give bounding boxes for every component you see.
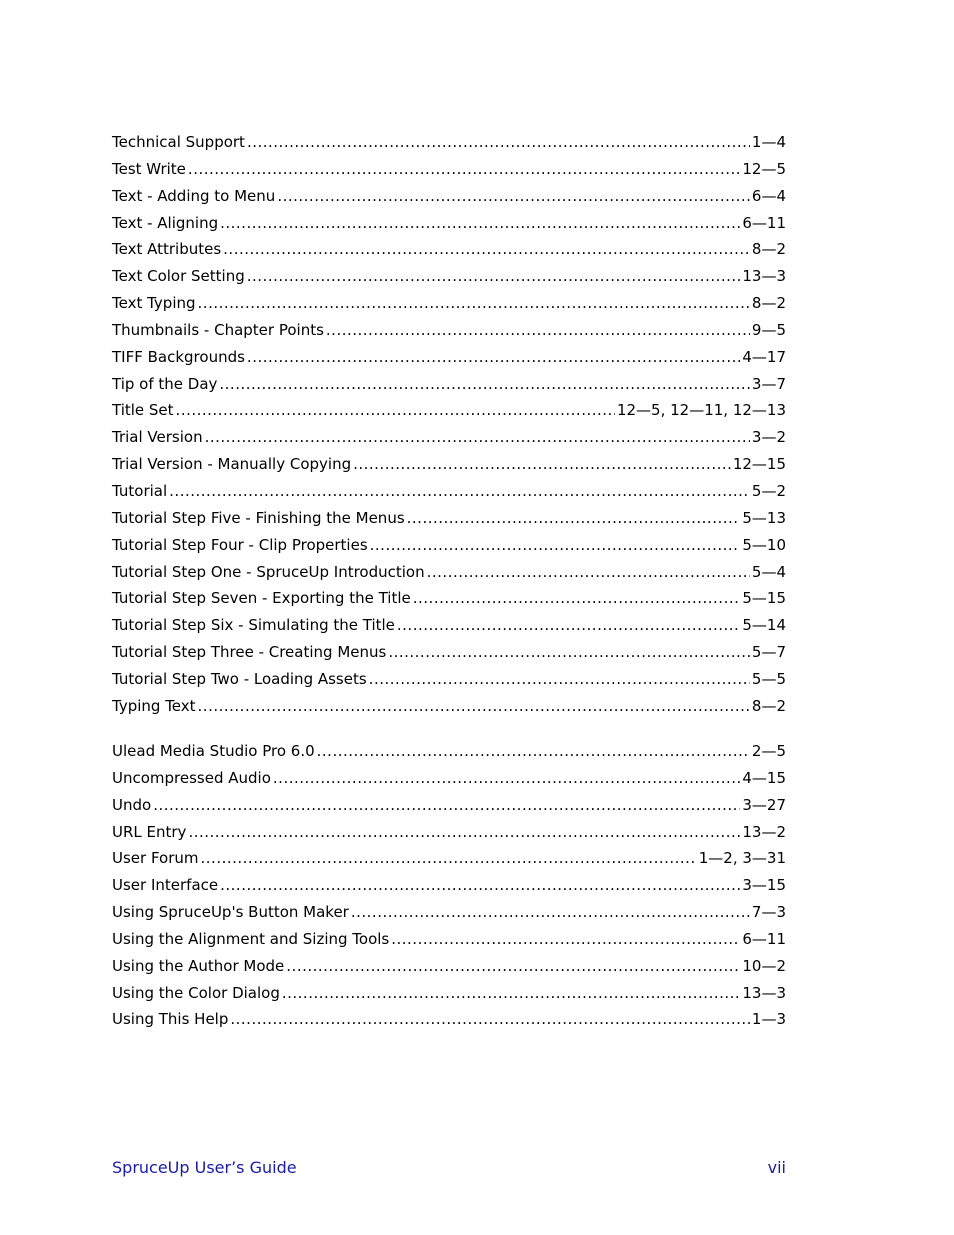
dot-leader: [205, 424, 750, 451]
index-entry: [112, 899, 786, 926]
index-entry: [112, 424, 786, 451]
index-term: Tutorial Step Five - Finishing the Menus: [112, 508, 405, 527]
dot-leader: [198, 290, 750, 317]
dot-leader: [223, 236, 750, 263]
index-term: TIFF Backgrounds: [112, 347, 245, 366]
dot-leader: [201, 845, 697, 872]
index-entry: [112, 344, 786, 371]
index-page-ref: 7—3: [751, 903, 786, 922]
index-term: Tutorial Step Four - Clip Properties: [112, 535, 368, 554]
index-entry: [112, 156, 786, 183]
dot-leader: [369, 666, 750, 693]
index-term: Trial Version - Manually Copying: [112, 455, 352, 474]
index-entry: [112, 397, 786, 424]
index-page-ref: 3—15: [742, 876, 786, 895]
index-page-ref: 2—5: [751, 742, 786, 760]
index-entry: [112, 129, 786, 156]
index-term: Tutorial Step Three - Creating Menus: [112, 643, 387, 662]
dot-leader: [198, 693, 750, 720]
index-term: Title Set: [112, 401, 174, 420]
index-entry: [112, 666, 786, 693]
index-page-ref: 1—4: [751, 133, 786, 151]
dot-leader: [188, 819, 740, 846]
index-term: Tutorial Step Six - Simulating the Title: [112, 616, 395, 635]
index-entry: [112, 451, 786, 478]
index-entry: [112, 845, 786, 872]
index-entry: [112, 1006, 786, 1033]
dot-leader: [273, 765, 740, 792]
index-entry: [112, 819, 786, 846]
index-page-ref: 5—15: [742, 589, 786, 608]
dot-leader: [247, 129, 750, 156]
dot-leader: [407, 505, 741, 532]
dot-leader: [427, 559, 750, 586]
index-term: Text Attributes: [112, 240, 222, 259]
index-page-ref: 4—17: [742, 347, 786, 366]
index-entry: [112, 693, 786, 720]
dot-leader: [413, 585, 741, 612]
index-page-ref: 10—2: [742, 956, 786, 975]
index-entry: [112, 210, 786, 237]
index-group-t: [112, 129, 786, 720]
index-entry: [112, 612, 786, 639]
dot-leader: [397, 612, 740, 639]
index-term: Text - Adding to Menu: [112, 186, 276, 205]
index-term: Trial Version: [112, 428, 203, 447]
dot-leader: [247, 344, 740, 371]
index-term: Using the Alignment and Sizing Tools: [112, 929, 390, 948]
dot-leader: [388, 639, 750, 666]
index-page-ref: 5—2: [751, 481, 786, 500]
index-entry: [112, 505, 786, 532]
dot-leader: [282, 980, 741, 1007]
index-page-ref: 6—11: [742, 213, 786, 232]
index-page-ref: 3—2: [751, 428, 786, 447]
index-term: Technical Support: [112, 133, 245, 151]
index-page-ref: 6—11: [742, 929, 786, 948]
dot-leader: [220, 210, 740, 237]
index-page-ref: 1—3: [751, 1010, 786, 1029]
index-page-ref: 5—10: [742, 535, 786, 554]
index-term: Using This Help: [112, 1010, 229, 1029]
dot-leader: [219, 371, 750, 398]
footer-page-number: vii: [767, 1158, 786, 1177]
index-page-ref: 6—4: [751, 186, 786, 205]
index-entry: [112, 371, 786, 398]
dot-leader: [391, 926, 740, 953]
index-page-ref: 12—5: [742, 159, 786, 178]
page-footer: [112, 1158, 786, 1177]
index-entry: [112, 559, 786, 586]
index-term: Tutorial: [112, 481, 168, 500]
index-page-ref: 8—2: [751, 240, 786, 259]
dot-leader: [370, 532, 741, 559]
index-term: Tip of the Day: [112, 374, 218, 393]
index-entry: [112, 953, 786, 980]
index-entry: [112, 183, 786, 210]
index-group-u: [112, 738, 786, 1033]
index-entry: [112, 290, 786, 317]
index-page-ref: 13—3: [742, 983, 786, 1002]
dot-leader: [153, 792, 740, 819]
index-term: Thumbnails - Chapter Points: [112, 320, 324, 339]
index-entry: [112, 980, 786, 1007]
index-term: Using the Color Dialog: [112, 983, 280, 1002]
index-entry: [112, 792, 786, 819]
index-term: Tutorial Step Two - Loading Assets: [112, 669, 367, 688]
index-page-ref: 4—15: [742, 768, 786, 787]
index-page-ref: 5—14: [742, 616, 786, 635]
index-entry: [112, 478, 786, 505]
dot-leader: [277, 183, 750, 210]
index-page-ref: 8—2: [751, 696, 786, 715]
index-entry: [112, 532, 786, 559]
dot-leader: [230, 1006, 750, 1033]
index-entry: [112, 872, 786, 899]
index-page-ref: 3—7: [751, 374, 786, 393]
index-page-ref: 5—7: [751, 643, 786, 662]
index-entry: [112, 926, 786, 953]
footer-title: SpruceUp User’s Guide: [112, 1158, 297, 1177]
index-entry: [112, 639, 786, 666]
index-term: Text Typing: [112, 294, 196, 313]
index-page-ref: 3—27: [742, 795, 786, 814]
dot-leader: [286, 953, 740, 980]
index-page-ref: 1—2, 3—31: [698, 849, 786, 868]
dot-leader: [220, 872, 740, 899]
index-page-ref: 13—2: [742, 822, 786, 841]
index-page-ref: 12—15: [732, 455, 786, 474]
index-term: Uncompressed Audio: [112, 768, 271, 787]
index-term: Using SpruceUp's Button Maker: [112, 903, 349, 922]
index-term: Text - Aligning: [112, 213, 219, 232]
dot-leader: [176, 397, 615, 424]
index-term: Typing Text: [112, 696, 196, 715]
dot-leader: [317, 738, 750, 765]
index-entry: [112, 585, 786, 612]
dot-leader: [247, 263, 741, 290]
index-entry: [112, 236, 786, 263]
index-entry: [112, 317, 786, 344]
index-term: Test Write: [112, 159, 186, 178]
index-term: User Forum: [112, 849, 199, 868]
index-term: Undo: [112, 795, 152, 814]
index-term: Tutorial Step Seven - Exporting the Title: [112, 589, 411, 608]
dot-leader: [169, 478, 750, 505]
index-entry: [112, 263, 786, 290]
dot-leader: [353, 451, 731, 478]
index-page-ref: 5—13: [742, 508, 786, 527]
index-page-ref: 5—4: [751, 562, 786, 581]
index-term: Ulead Media Studio Pro 6.0: [112, 742, 315, 760]
index-page-ref: 9—5: [751, 320, 786, 339]
index-entry: [112, 765, 786, 792]
dot-leader: [326, 317, 750, 344]
index-page-ref: 8—2: [751, 294, 786, 313]
index-term: Tutorial Step One - SpruceUp Introduction: [112, 562, 425, 581]
index-entry: [112, 738, 786, 765]
index-term: Text Color Setting: [112, 267, 245, 286]
index-page-ref: 12—5, 12—11, 12—13: [616, 401, 786, 420]
index-term: Using the Author Mode: [112, 956, 285, 975]
index-page-ref: 13—3: [742, 267, 786, 286]
index-page-ref: 5—5: [751, 669, 786, 688]
dot-leader: [188, 156, 740, 183]
index-term: User Interface: [112, 876, 219, 895]
index-term: URL Entry: [112, 822, 187, 841]
dot-leader: [351, 899, 750, 926]
